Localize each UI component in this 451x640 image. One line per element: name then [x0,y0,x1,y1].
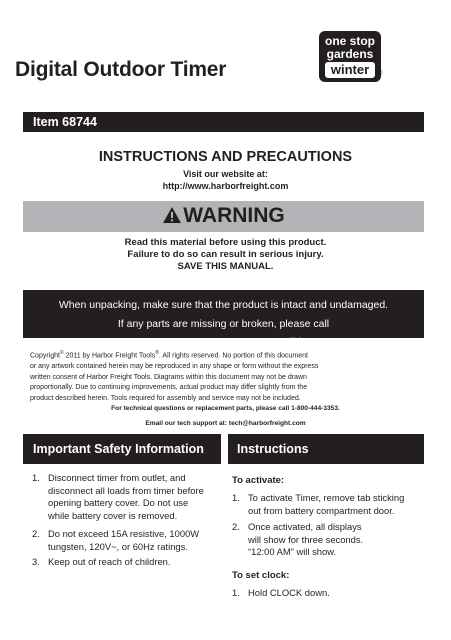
item-number: 2. [32,528,40,539]
item-line: opening battery cover. Do not use [48,497,189,508]
clock-subheading: To set clock: [232,570,290,581]
warning-text [0,237,451,273]
safety-item [32,472,232,524]
copyright-notice [30,348,425,405]
unpacking-notice [23,290,424,348]
instruction-item [232,521,427,561]
item-line: disconnect all loads from timer before [48,484,204,496]
item-number: Item 68744 [33,115,97,129]
copyright-line: 2011 by Harbor Freight Tools [65,352,156,360]
item-number: 1. [32,472,40,483]
unpack-line: When unpacking, make sure that the product is intact and undamaged. [58,299,389,311]
instructions-section-header [228,434,424,464]
warning-title-text: WARNING [183,204,285,227]
copyright-line: or any artwork contained herein may be reproduced in any shape or form without the express [30,363,319,371]
logo-line-2: gardens [326,47,374,61]
item-number: 1. [232,492,240,503]
warning-line: Read this material before using this product. [124,237,327,248]
warning-line: SAVE THIS MANUAL. [177,261,274,272]
item-line: “12:00 AM” will show. [248,546,337,557]
instructions-heading: Instructions [237,442,309,456]
logo-line-1: one stop [325,34,375,48]
item-line: Keep out of reach of children. [48,556,171,567]
activate-subheading: To activate: [232,475,285,486]
item-line: tungsten, 120V~, or 60Hz ratings. [48,540,188,552]
document-title: Digital Outdoor Timer [15,58,227,81]
copyright-line: . All rights reserved. No portion of this document [158,352,308,360]
item-line: Disconnect timer from outlet, and [48,472,186,483]
copyright-mark: © [59,350,64,356]
item-line: To activate Timer, remove tab sticking [248,492,405,503]
logo-line-3: winter [325,62,375,78]
tech-support-phone: For technical questions or replacement parts, please call 1-800-444-3353. [111,405,340,412]
registered-mark: ® [155,350,159,356]
item-line: Hold CLOCK down. [248,587,330,598]
warning-line: Failure to do so can result in serious injury. [127,249,324,260]
safety-heading: Important Safety Information [33,442,204,456]
copyright-line: proportionally. Due to continuing improvements, actual product may differ slightly from the [30,384,308,392]
safety-section-header [23,434,221,464]
warning-triangle-icon [162,206,182,224]
item-line: out from battery compartment door. [248,504,395,516]
item-number: 1. [232,587,240,598]
website-url: http://www.harborfreight.com [162,181,289,191]
copyright-line: product described herein. Tools required for assembly and service may not be included. [30,395,301,403]
instruction-item [232,492,427,518]
unpack-line: 1-800-444-3353 as soon as possible. [137,336,310,348]
item-number: 3. [32,556,40,567]
unpack-line: If any parts are missing or broken, please call [117,317,330,330]
warning-title [23,204,424,228]
instruction-item [232,587,427,601]
visit-label: Visit our website at: [183,169,268,179]
copyright-prefix: Copyright [30,352,60,360]
item-line: Do not exceed 15A resistive, 1000W [48,528,200,539]
website-info [0,168,451,192]
warning-banner [23,201,424,232]
item-line: will show for three seconds. [248,533,364,545]
instructions-precautions-heading: INSTRUCTIONS AND PRECAUTIONS [98,149,353,165]
item-number: 2. [232,521,240,532]
item-line: while battery cover is removed. [48,509,178,521]
safety-item [32,528,232,554]
safety-item [32,556,232,570]
copyright-line: written consent of Harbor Freight Tools. Diagrams within this document may not be drawn [30,373,307,381]
brand-logo [319,31,381,82]
item-line: Once activated, all displays [248,521,362,532]
tech-support-email: Email our tech support at: tech@harborfreight.com [145,420,306,427]
item-number-bar [23,112,424,132]
logo-registered-mark: ® [378,71,383,77]
